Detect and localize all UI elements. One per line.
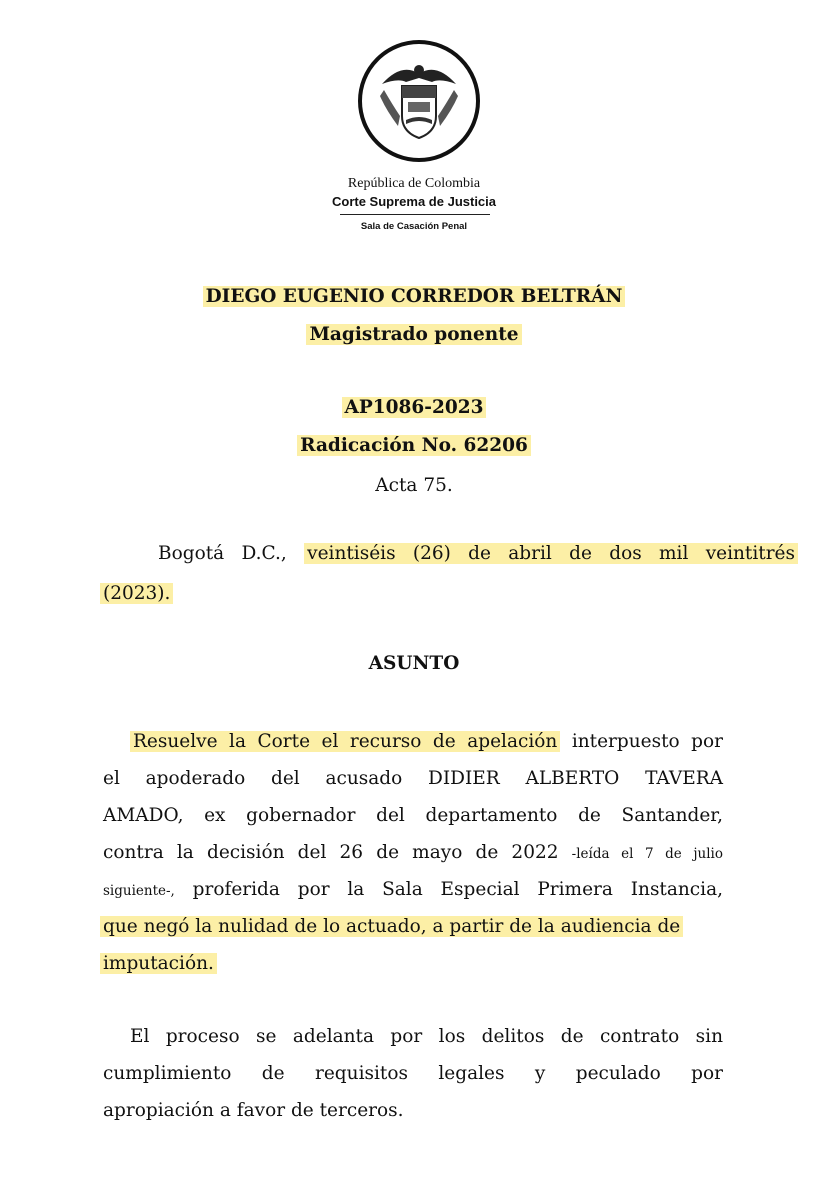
asunto-p1-line-5: siguiente-, proferida por la Sala Especial Primera Instancia,	[103, 879, 723, 900]
coat-of-arms-seal	[358, 40, 480, 162]
acta-number: Acta 75.	[375, 475, 453, 496]
coat-of-arms-icon	[362, 44, 476, 158]
magistrado-cargo: Magistrado ponente	[0, 324, 814, 345]
asunto-p2-line-1: El proceso se adelanta por los delitos de contrato sin	[130, 1026, 723, 1047]
asunto-p2-line-3: apropiación a favor de terceros.	[103, 1100, 404, 1121]
fecha-line-1: Bogotá D.C., veintiséis (26) de abril de dos mil veintitrés	[103, 543, 798, 564]
republica-label: República de Colombia	[347, 176, 481, 191]
header-divider	[340, 214, 490, 215]
magistrado-nombre: DIEGO EUGENIO CORREDOR BELTRÁN	[0, 286, 814, 307]
asunto-p1-line-4: contra la decisión del 26 de mayo de 2022 -leída el 7 de julio	[103, 842, 723, 863]
asunto-p1-line-6: que negó la nulidad de lo actuado, a partir de la audiencia de	[100, 916, 683, 937]
asunto-p2-line-2: cumplimiento de requisitos legales y peculado por	[103, 1063, 723, 1084]
auto-number: AP1086-2023	[0, 397, 814, 418]
fecha-line-2: (2023).	[100, 583, 173, 604]
corte-label: Corte Suprema de Justicia	[332, 194, 496, 209]
asunto-p1-line-7: imputación.	[100, 953, 217, 974]
asunto-heading: ASUNTO	[368, 653, 460, 674]
asunto-p1-line-3: AMADO, ex gobernador del departamento de Santander,	[103, 805, 723, 826]
radicacion-number: Radicación No. 62206	[0, 435, 814, 456]
sala-label: Sala de Casación Penal	[360, 221, 468, 232]
asunto-p1-line-1: Resuelve la Corte el recurso de apelación interpuesto por	[130, 731, 723, 752]
asunto-p1-line-2: el apoderado del acusado DIDIER ALBERTO TAVERA	[103, 768, 723, 789]
